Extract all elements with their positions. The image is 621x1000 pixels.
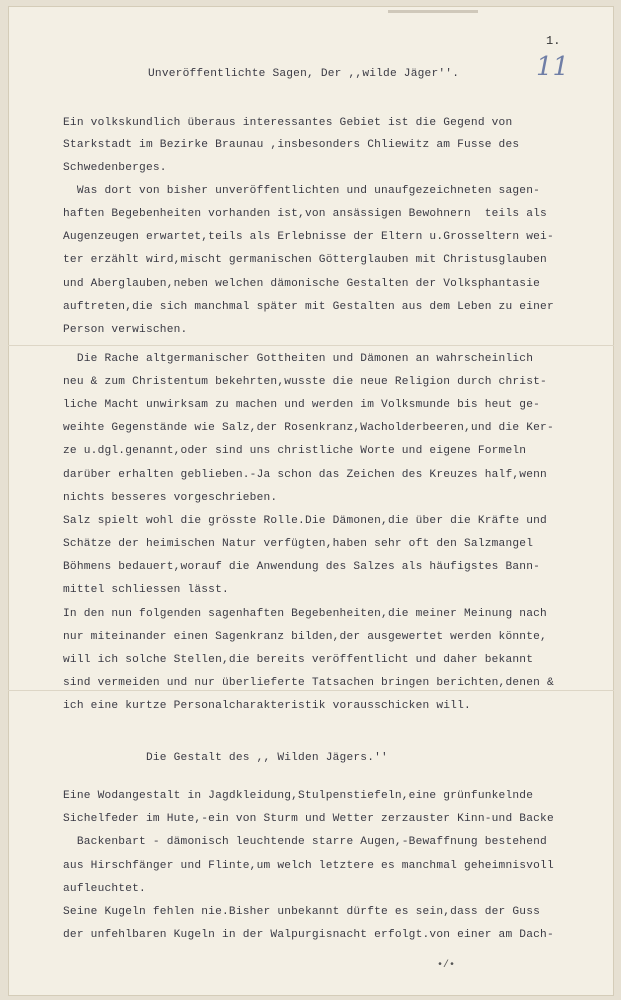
body-line: Seine Kugeln fehlen nie.Bisher unbekannt dürfte es sein,dass der Guss: [63, 906, 541, 918]
body-line: will ich solche Stellen,die bereits veröffentlicht und daher bekannt: [63, 654, 534, 666]
ink-smudge: [388, 10, 478, 13]
body-line: Was dort von bisher unveröffentlichten und unaufgezeichneten sagen-: [63, 185, 541, 197]
body-line: ich eine kurtze Personalcharakteristik vorausschicken will.: [63, 700, 471, 712]
body-line: In den nun folgenden sagenhaften Begebenheiten,die meiner Meinung nach: [63, 608, 547, 620]
body-line: Schwedenberges.: [63, 162, 167, 174]
body-line: weihte Gegenstände wie Salz,der Rosenkranz,Wacholderbeeren,und die Ker-: [63, 422, 554, 434]
fold-line: [8, 690, 614, 691]
body-line: der unfehlbaren Kugeln in der Walpurgisnacht erfolgt.von einer am Dach-: [63, 929, 554, 941]
page-number: 1.: [546, 34, 561, 48]
body-line: Die Gestalt des ,, Wilden Jägers.'': [63, 752, 388, 764]
body-line: darüber erhalten geblieben.-Ja schon das Zeichen des Kreuzes half,wenn: [63, 469, 547, 481]
body-line: ter erzählt wird,mischt germanischen Götterglauben mit Christusglauben: [63, 254, 547, 266]
footer-mark: •/•: [437, 960, 456, 971]
body-line: Die Rache altgermanischer Gottheiten und Dämonen an wahrscheinlich: [63, 353, 534, 365]
fold-line: [8, 345, 614, 346]
body-line: Sichelfeder im Hute,-ein von Sturm und Wetter zerzauster Kinn-und Backe: [63, 813, 554, 825]
body-line: Starkstadt im Bezirke Braunau ,insbesonders Chliewitz am Fusse des: [63, 139, 520, 151]
body-line: mittel schliessen lässt.: [63, 584, 229, 596]
body-line: aus Hirschfänger und Flinte,um welch letztere es manchmal geheimnisvoll: [63, 860, 554, 872]
body-line: Backenbart - dämonisch leuchtende starre Augen,-Bewaffnung bestehend: [63, 836, 547, 848]
handwritten-page-number: 11: [536, 52, 570, 82]
body-line: ze u.dgl.genannt,oder sind uns christliche Worte und eigene Formeln: [63, 445, 527, 457]
body-line: und Aberglauben,neben welchen dämonische Gestalten der Volksphantasie: [63, 278, 541, 290]
body-line: auftreten,die sich manchmal später mit Gestalten aus dem Leben zu einer: [63, 301, 554, 313]
body-line: Augenzeugen erwartet,teils als Erlebnisse der Eltern u.Grosseltern wei-: [63, 231, 554, 243]
document-title: Unveröffentlichte Sagen, Der ,,wilde Jäger''.: [148, 68, 460, 80]
body-line: Person verwischen.: [63, 324, 188, 336]
body-line: Eine Wodangestalt in Jagdkleidung,Stulpenstiefeln,eine grünfunkelnde: [63, 790, 534, 802]
body-line: neu & zum Christentum bekehrten,wusste die neue Religion durch christ-: [63, 376, 547, 388]
body-line: Salz spielt wohl die grösste Rolle.Die Dämonen,die über die Kräfte und: [63, 515, 547, 527]
body-line: Schätze der heimischen Natur verfügten,haben sehr oft den Salzmangel: [63, 538, 534, 550]
body-line: sind vermeiden und nur überlieferte Tatsachen bringen berichten,denen &: [63, 677, 554, 689]
body-line: nur miteinander einen Sagenkranz bilden,der ausgewertet werden könnte,: [63, 631, 547, 643]
body-line: haften Begebenheiten vorhanden ist,von ansässigen Bewohnern teils als: [63, 208, 547, 220]
body-line: aufleuchtet.: [63, 883, 146, 895]
body-line: liche Macht unwirksam zu machen und werden im Volksmunde bis heut ge-: [63, 399, 541, 411]
body-line: nichts besseres vorgeschrieben.: [63, 492, 278, 504]
body-line: Ein volkskundlich überaus interessantes Gebiet ist die Gegend von: [63, 117, 513, 129]
body-line: Böhmens bedauert,worauf die Anwendung des Salzes als häufigstes Bann-: [63, 561, 541, 573]
